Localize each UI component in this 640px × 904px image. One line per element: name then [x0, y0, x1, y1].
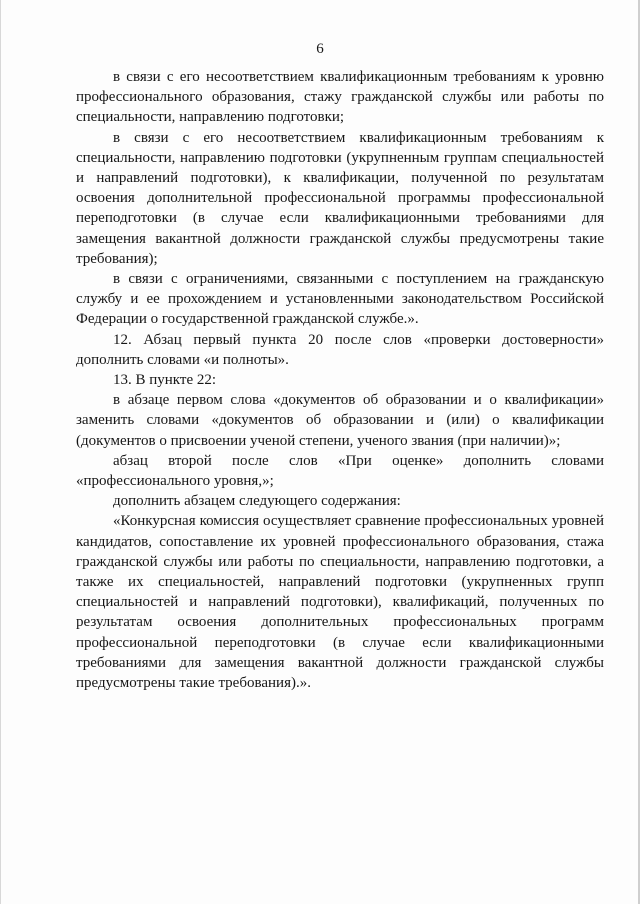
document-body — [76, 67, 604, 693]
paragraph-6: в абзаце первом слова «документов об образовании и о квалификации» заменить словами «документов об образовании и (или) о квалификации (документов о присвоении ученой степени, ученого звания (при наличии)»; — [76, 392, 604, 449]
paragraph-5: 13. В пункте 22: — [113, 372, 217, 389]
paragraph-8: дополнить абзацем следующего содержания: — [113, 493, 401, 510]
paragraph-1: в связи с его несоответствием квалификационным требованиям к уровню профессионального образования, стажу гражданской службы или работы по специальности, направлению подготовки; — [76, 69, 604, 126]
paragraph-9: «Конкурсная комиссия осуществляет сравнение профессиональных уровней кандидатов, сопоставление их уровней профессионального образования, стажа гражданской службы или работы по специальности, направлению подготовки, а также их специальностей, направлений подготовки (укрупненных групп специальностей и направлений подготовки), квалификаций, полученных по результатам освоения дополнительных профессиональных программ профессиональной переподготовки (в случае если квалификационными требованиями для замещения вакантной должности гражданской службы предусмотрены такие требования).». — [76, 513, 604, 692]
scan-left-edge — [0, 0, 1, 904]
paragraph-4: 12. Абзац первый пункта 20 после слов «проверки достоверности» дополнить словами «и полноты». — [76, 331, 604, 368]
page-number: 6 — [316, 41, 324, 57]
paragraph-2: в связи с его несоответствием квалификационным требованиям к специальности, направлению подготовки (укрупненным группам специальностей и направлений подготовки), к квалификации, полученной по результатам освоения дополнительной профессиональной программы профессиональной переподготовки (в случае если квалификационными требованиями для замещения вакантной должности гражданской службы предусмотрены такие требования); — [76, 129, 604, 267]
paragraph-7: абзац второй после слов «При оценке» дополнить словами «профессионального уровня,»; — [76, 452, 604, 490]
paragraph-3: в связи с ограничениями, связанными с поступлением на гражданскую службу и ее прохождением и установленными законодательством Российской Федерации о государственной гражданской службе.». — [76, 271, 604, 328]
